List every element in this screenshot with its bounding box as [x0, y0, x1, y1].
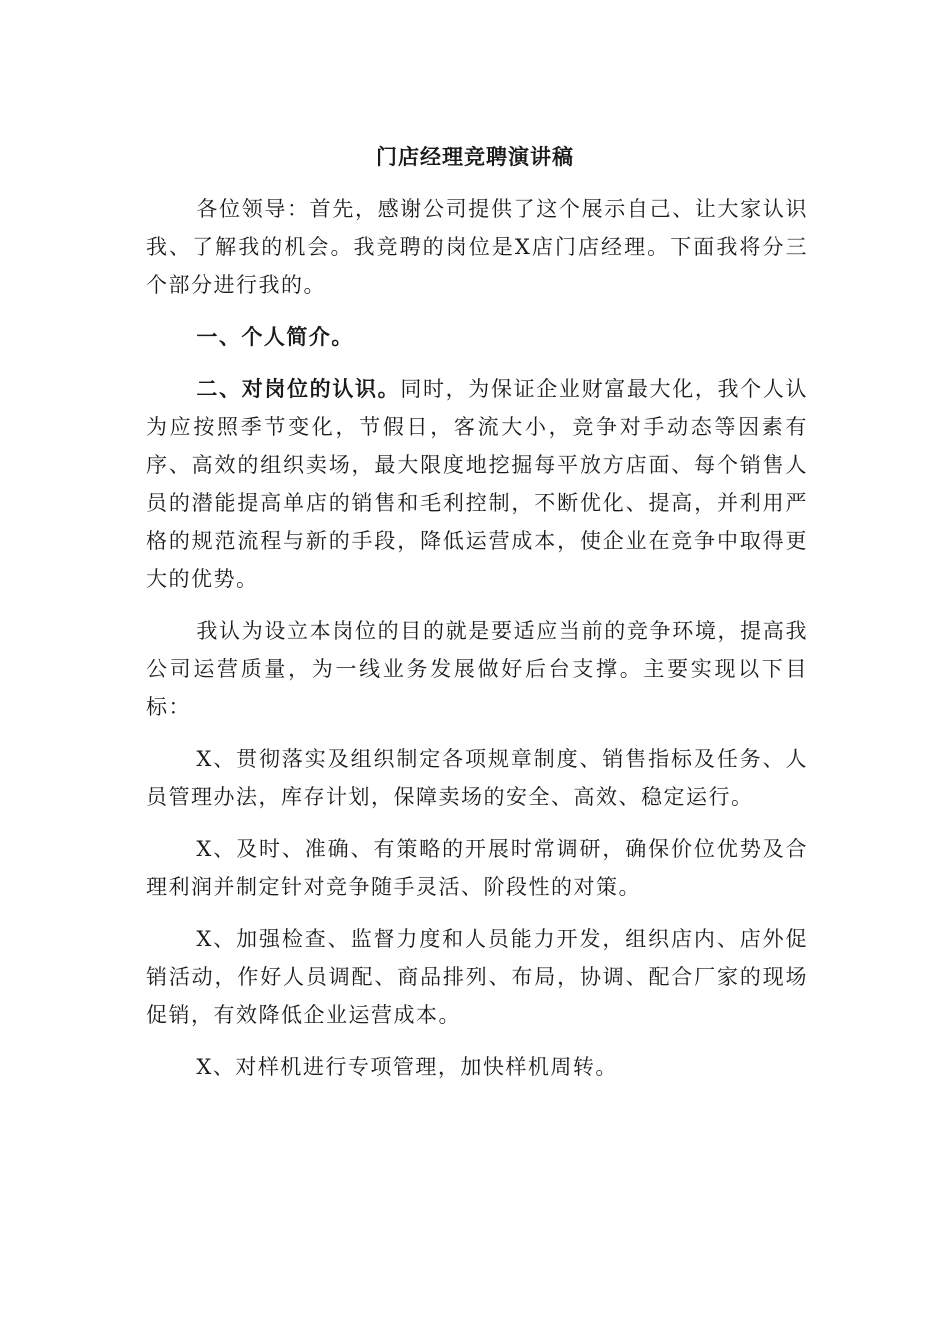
document-body	[146, 190, 808, 1100]
paragraph-section-2	[146, 370, 808, 598]
paragraph-goal-2	[146, 830, 808, 906]
paragraph-text: 同时，为保证企业财富最大化，我个人认为应按照季节变化，节假日，客流大小，竞争对手动态等因素有序、高效的组织卖场，最大限度地挖掘每平放方店面、每个销售人员的潜能提高单店的销售和毛利控制，不断优化、提高，并利用严格的规范流程与新的手段，降低运营成本，使企业在竞争中取得更大的优势。	[146, 377, 808, 591]
paragraph-text: X、加强检查、监督力度和人员能力开发，组织店内、店外促销活动，作好人员调配、商品排列、布局，协调、配合厂家的现场促销，有效降低企业运营成本。	[146, 927, 808, 1027]
paragraph-text: 我认为设立本岗位的目的就是要适应当前的竞争环境，提高我公司运营质量，为一线业务发展做好后台支撑。主要实现以下目标：	[146, 619, 808, 719]
paragraph-goal-3	[146, 920, 808, 1034]
paragraph-greeting	[146, 190, 808, 304]
document-title: 门店经理竞聘演讲稿	[376, 144, 574, 169]
paragraph-section-1	[146, 318, 808, 356]
paragraph-text: X、贯彻落实及组织制定各项规章制度、销售指标及任务、人员管理办法，库存计划，保障卖场的安全、高效、稳定运行。	[146, 747, 808, 809]
paragraph-text: 各位领导：首先，感谢公司提供了这个展示自己、让大家认识我、了解我的机会。我竞聘的岗位是X店门店经理。下面我将分三个部分进行我的。	[146, 197, 808, 297]
section-heading: 二、对岗位的认识。	[196, 376, 401, 401]
paragraph-text: X、对样机进行专项管理，加快样机周转。	[196, 1055, 618, 1079]
paragraph-goal-1	[146, 740, 808, 816]
paragraph-goal-4	[146, 1048, 808, 1086]
section-heading: 一、个人简介。	[196, 324, 354, 349]
paragraph-text: X、及时、准确、有策略的开展时常调研，确保价位优势及合理利润并制定针对竞争随手灵活、阶段性的对策。	[146, 837, 808, 899]
paragraph-purpose	[146, 612, 808, 726]
